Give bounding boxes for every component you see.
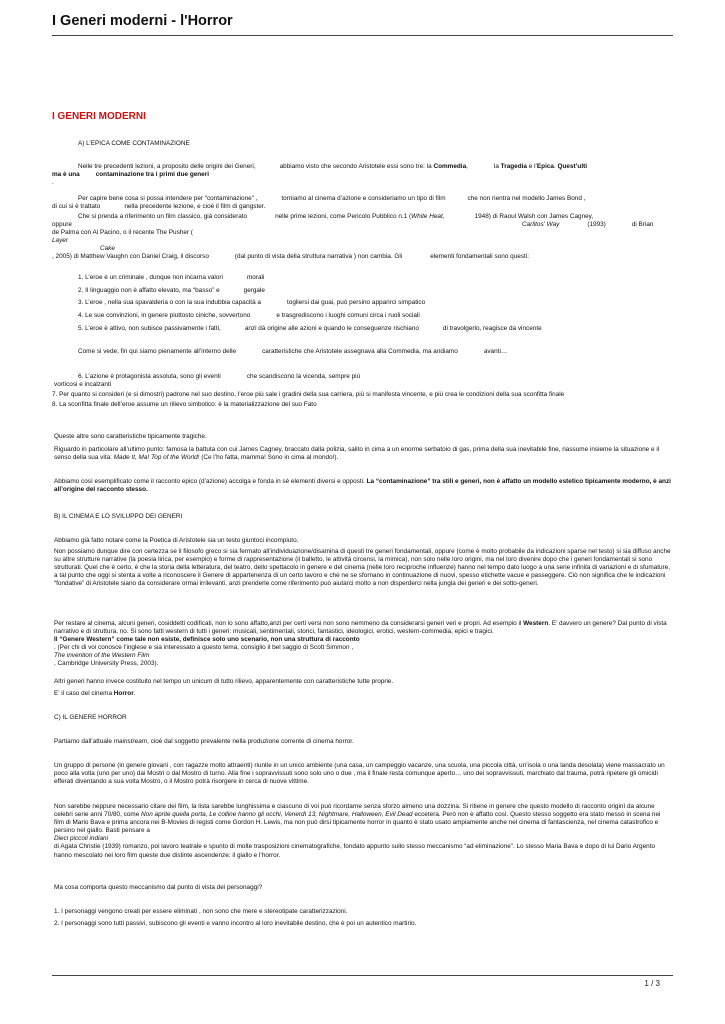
horror-question: Ma cosa comporta questo meccanismo dal punto di vista dei personaggi?: [54, 884, 263, 891]
film-title: White Heat: [411, 213, 443, 220]
text: Per restare al cinema, alcuni generi, cosiddetti codificati, non lo sono affatto,anzi per certi versi non sono nemmeno da considerarsi generi veri e propri. Ad esempio il: [54, 620, 522, 627]
page-number: 1 / 3: [644, 979, 660, 988]
list-item: [78, 312, 696, 320]
book-title: [54, 835, 672, 843]
text: 5. L’eroe è attivo, non subisce passivamente i fatti,: [78, 324, 221, 332]
text: e trasgrediscono i luoghi comuni circa i ruoli sociali: [276, 312, 420, 320]
horror-list: [52, 908, 672, 928]
text: nelle prime lezioni, come Pericolo Pubblico n.1 (: [275, 213, 412, 220]
text: de Palma con Al Pacino, o il recente The Pusher (: [52, 229, 193, 237]
title-divider: [52, 35, 673, 36]
list-item: [78, 274, 696, 282]
text: che non rientra nel modello James Bond ,: [467, 195, 586, 202]
cinema-paragraph-4: Altri generi hanno invece costituito nel tempo un unicum di tutto rilievo, apparentemente con caratteristiche tutte proprie.: [54, 678, 394, 685]
list-item: 7. Per quanto si consideri (e si dimostri) padrone nel suo destino, l’eroe più sale i gradini della sua carriera, più si manifesta vincente, e più crea le condizioni della sua sconfitta finale: [52, 391, 565, 399]
epic-p2-line-2: [52, 203, 670, 211]
text: di travolgerlo, reagisce da vincente: [442, 324, 542, 332]
cinema-subtitle: B) IL CINEMA E LO SVILUPPO DEI GENERI: [54, 513, 183, 520]
epic-paragraph-7: [52, 478, 672, 494]
epic-list-1: [52, 274, 696, 333]
text: Riguardo in particolare all’ultimo punto: famosa la battuta con cui James Cagney, braccato dalla polizia, salito in cima a un enorme serbatoio di gas, prima della sua inevitabile fine, riassume insieme la situazione e il senso della sua vita:: [54, 446, 660, 462]
text: (Ce l’ho fatta, mamma! Sono in cima al mondo!).: [201, 454, 339, 462]
epic-p2-line-1: [52, 195, 670, 203]
page-title: I Generi moderni - l'Horror: [52, 13, 233, 29]
text: ,: [466, 163, 468, 170]
text: 4. Le sue convinzioni, in genere piuttosto ciniche, sovvertono: [78, 312, 251, 320]
epic-p1-line-1: [52, 163, 670, 171]
horror-paragraph-3: [52, 803, 672, 860]
western-statement: [54, 636, 672, 644]
text: la: [493, 163, 499, 170]
list-item: 1. I personaggi vengono creati per essere eliminati , non sono che mere e stereotipate caratterizzazioni.: [54, 908, 348, 915]
text: , Cambridge University Press, 2003).: [54, 660, 159, 668]
text: E’ il caso del cinema: [54, 690, 113, 697]
text: Il “Genere Western” come tale non esiste, definisce solo uno scenario, non una struttura di racconto: [54, 636, 360, 644]
epic-paragraph-1: [52, 163, 670, 187]
text: gergale: [243, 286, 265, 294]
epic-paragraph-3: [52, 213, 670, 262]
cinema-paragraph-2: Non possiamo dunque dire con certezza se il filosofo greco si sia fermato all’individuazione/disamina di questi tre generi fondamentali, oppure (come è molto probabile da indicazioni sparse nel testo) si sia diffuso anche su altre strutture narrative (la poesia lirica, per esempio) e forme di rappresentazione (il balletto, le attività circensi, la mimica), non solo nelle loro origini, ma nel loro divenire dopo che i generi fondamentali si sono strutturati. Quel che è certo, è che la storia della letteratura, del teatro, dello spettacolo in genere e del cinema (nelle loro reciproche influenze) hanno nel tempo dato luogo a una serie infinita di variazioni e di sfumature, a tal punto che oggi si stenta a volte a riconoscere il Genere di appartenenza di un certo lavoro e che ne se sfornano in continuazione di nuovi, spesso etichette vacue e passeggere. Ciò non significa che le indicazioni “fondative” di Aristotele siano da considerare ormai irrilevanti, anzi prenderle come riferimento può aiutarci molto a non disperderci nella jungla dei generi e dei sotto-generi.: [54, 548, 671, 588]
text: Abbiamo così esemplificato come il racconto epico (d’azione) accolga e fonda in sé elementi diversi e opposti.: [54, 478, 365, 485]
contamination-phrase: contaminazione tra i primi due generi: [95, 171, 209, 179]
text: eccetera. Però non è affatto così. Questo stesso soggetto era stato messo in scena nei film di Mario Bava e prima ancora nei B-Movies di registi come Gordon H. Lewis, ma non può dirsi tipicamente horror in quanto è stato usato ampiamente anche nel cinema di fantascienza, nel cinema catastrofico e persino nel giallo. Basti pensare a: [54, 811, 661, 835]
text: avanti…: [483, 348, 508, 355]
list-item: 2. I personaggi sono tutti passivi, subiscono gli eventi e vanno incontro al loro inevitabile destino, che è poi un autentico martirio.: [54, 920, 417, 928]
text: .: [52, 179, 54, 187]
list-item: 8. La sconfitta finale dell’eroe assume un rilievo simbolico: è la materializzazione del suo Fato: [52, 401, 317, 409]
text: mainstream: [113, 738, 148, 745]
text: di Brian: [631, 221, 654, 229]
text: vorticosi e incalzanti: [54, 381, 112, 389]
text: anzi dà origine alle azioni e quando le conseguenze rischiano: [244, 324, 419, 332]
text: .: [133, 690, 136, 697]
epic-p3-cake: [52, 245, 670, 253]
cinema-paragraph-1: Abbiamo già fatto notare come la Poetica di Aristotele sia un testo giuntoci incompiuto.: [54, 537, 299, 544]
text: .: [553, 163, 556, 170]
text: Dieci piccoli indiani: [54, 835, 108, 843]
text: Partiamo dall’attuale: [54, 738, 112, 745]
epic-p3-layer: [52, 237, 670, 245]
footer-divider: [52, 975, 673, 976]
text: Non sarebbe neppure necessario citare dei film, la lista sarebbe lunghissima e ciascuno di voi può ricordarne senza sforzo almeno una dozzina. Si ritiene in genere che questo modello di racconto originì da alcune celebri serie anni 70/80, come: [54, 803, 655, 819]
epic-p3-line-6: [52, 253, 670, 261]
term-epica: Epica: [536, 163, 554, 170]
text: e l’: [528, 163, 537, 170]
text: ,: [442, 213, 445, 220]
text: elementi fondamentali sono questi:: [430, 253, 529, 261]
horror-p3-body: [54, 803, 672, 835]
text: di Agata Christie (1939) romanzo, poi lavoro teatrale e spunto di molte trasposizioni cinematografiche, fondato appunto sullo stesso meccanismo “ad eliminazione”. Lo stesso Maria Bava e dopo di lui Dario Argento hanno mescolato nei loro film queste due distinte ascendenze: il giallo e l’horror.: [54, 843, 656, 859]
text: 1. L’eroe è un criminale , dunque non incarna valori: [78, 274, 223, 281]
text: The invention of the Western Film: [54, 652, 150, 660]
text: morali: [246, 274, 265, 281]
text: ma è una: [52, 171, 80, 179]
epic-p1-line-2: [52, 171, 670, 179]
cinema-paragraph-5: [52, 690, 672, 698]
text: Per capire bene cosa si possa intendere per “contaminazione” ,: [78, 195, 258, 202]
term-western: Western: [523, 620, 549, 627]
book-title: [54, 652, 672, 660]
epic-paragraph-2: [52, 195, 670, 211]
cinema-p3-body: [54, 620, 672, 636]
cinema-paragraph-3: [52, 620, 672, 669]
horror-paragraph-1: [52, 738, 672, 746]
epic-paragraph-5: Queste altre sono caratteristiche tipicamente tragiche.: [54, 433, 207, 440]
list-item: [52, 373, 670, 381]
text: (dal punto di vista della struttura narrativa ) non cambia. Gli: [234, 253, 403, 261]
text: oppure: [52, 221, 72, 229]
term-tragedia: Tragedia: [500, 163, 527, 170]
film-title: Cake: [100, 245, 115, 253]
text: 2. Il linguaggio non è affatto elevato, ma “basso” e: [78, 286, 220, 294]
epic-paragraph-6: [52, 446, 672, 462]
text: 6. L’azione è protagonista assoluta, sono gli eventi: [78, 373, 221, 380]
film-title: Layer: [52, 237, 68, 245]
text: Che si prenda a riferimento un film classico, già considerato: [78, 213, 248, 220]
text: che scandiscono la vicenda, sempre più: [246, 373, 361, 380]
term-horror: Horror: [113, 690, 134, 697]
term-commedia: Commedia: [433, 163, 467, 170]
text: Nelle tre precedenti lezioni, a proposito delle origini dei Generi,: [78, 163, 256, 170]
section-heading: I GENERI MODERNI: [52, 111, 146, 122]
epic-list-2: [52, 373, 670, 409]
text: . (Per chi di voi conosce l’inglese e sia interessato a questo tema, consiglio il bel saggio di Scott Simmon ,: [54, 644, 354, 652]
epic-p3-line-1: [52, 213, 670, 221]
text: Come si vede, fin qui siamo pienamente all’interno delle: [78, 348, 237, 355]
film-title: Carlitos' Way: [522, 221, 560, 229]
text: Quest’ulti: [557, 163, 588, 170]
text: abbiamo visto che secondo Aristotele essi sono tre: la: [279, 163, 432, 170]
horror-subtitle: C) IL GENERE HORROR: [54, 714, 127, 721]
text: torniamo al cinema d’azione e consideriamo un tipo di film: [281, 195, 446, 202]
text: , 2005) di Matthew Vaughn con Daniel Craig, il discorso: [52, 253, 209, 261]
epic-paragraph-4: [52, 348, 696, 356]
horror-paragraph-2: Un gruppo di persone (in genere giovani , con ragazze molto attraenti) riunite in un unico ambiente (una casa, un campeggio vacanze, una scuola, una piccola città, un’isola o una landa desolata) viene massacrato un poco alla volta (uno per uno) dai Mostri o dal Mostro di turno. Alla fine i sopravvissuti sono solo uno o due , ma il finale resta comunque aperto… uno dei sopravvissuti, marchiato dal trauma, potrà ripetere gli omicidi efferati diventando a sua volta Mostro, o il Mostro potrà risorgere in cerca di nuove vittime.: [54, 762, 665, 786]
epic-subtitle: A) L’EPICA COME CONTAMINAZIONE: [78, 140, 190, 147]
epic-p3-line-2: [52, 221, 670, 229]
text: nella precedente lezione, e cioè il film di gangster.: [124, 203, 266, 211]
text: caratteristiche che Aristotele assegnava alla Commedia, ma andiamo: [262, 348, 458, 355]
contamination-statement: La “contaminazione” tra stili e generi, non è affatto un modello estetico tipicamente moderno, è anzi all’origine del racconto stesso.: [54, 478, 671, 494]
text: (1993): [587, 221, 606, 229]
text: di cui si è trattato: [52, 203, 101, 211]
film-list: Non aprite quella porta, Le colline hanno gli occhi, Venerdì 13, Nightmare, Halloween, Evil Dead: [141, 811, 413, 819]
text: , cioè dal soggetto prevalente nella produzione corrente di cinema horror.: [147, 738, 354, 745]
list-item: [78, 325, 696, 333]
quote: Made It, Ma! Top of the World!: [113, 454, 200, 462]
text: 1948) di Raoul Walsh con James Cagney,: [474, 213, 594, 220]
list-item: [78, 287, 696, 295]
text: togliersi dai guai, può persino apparirci simpatico: [286, 299, 426, 307]
text: 3. L’eroe , nella sua spavalderia o con la sua indubbia capacità a: [78, 299, 261, 307]
text: . E’ davvero un genere? Dal punto di vista narrativo e di struttura, no. Si sono fatti western di tutti i generi: musicali, sentimentali, storici, fantastici, ideologici, erotici, western-commedia, epici e tragici.: [54, 620, 667, 636]
list-item: [78, 299, 696, 307]
